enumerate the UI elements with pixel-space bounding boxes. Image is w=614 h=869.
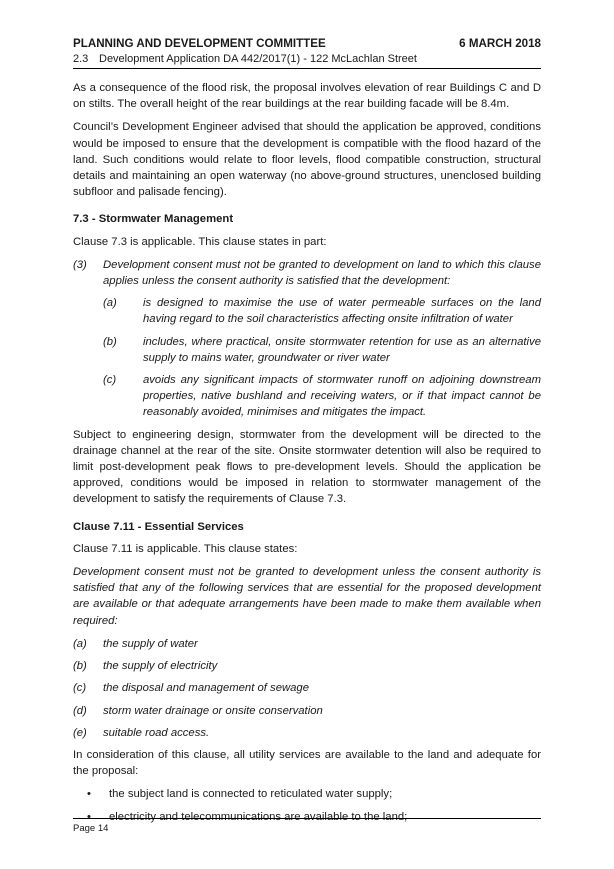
section-heading: 7.3 - Stormwater Management <box>73 213 234 226</box>
list-item-text: is designed to maximise the use of water permeable surfaces on the land having regard to the soil characteristics affecting onsite infiltration of water <box>143 297 541 326</box>
committee-title: PLANNING AND DEVELOPMENT COMMITTEE <box>73 37 326 50</box>
list-item-text: the supply of electricity <box>103 660 218 673</box>
header-rule <box>73 68 541 69</box>
list-item-text: the supply of water <box>103 637 198 650</box>
clause-text: Development consent must not be granted to development on land to which this clause applies unless the consent authority is satisfied that the development: <box>103 258 541 288</box>
list-item <box>73 680 541 696</box>
bullet-text: electricity and telecommunications are available to the land; <box>109 810 408 823</box>
page-header <box>73 37 541 50</box>
item-title: Development Application DA 442/2017(1) - 122 McLachlan Street <box>99 53 417 65</box>
bullet-item <box>87 786 541 802</box>
paragraph: Council’s Development Engineer advised that should the application be approved, conditions would be imposed to ensure that the development is compatible with the flood hazard of the land. Such conditions would relate to floor levels, flood compatible construction, structural details and maintaining an open waterway (no above-ground structures, unenclosed building subfloor and palisade fencing). <box>73 121 541 199</box>
list-item-label: (c) <box>103 374 117 387</box>
clause-label: (3) <box>73 258 87 271</box>
list-item <box>73 725 541 741</box>
list-item-text: includes, where practical, onsite stormwater retention for use as an alternative supply to mains water, groundwater or river water <box>143 335 541 364</box>
clause-subitems <box>103 295 541 420</box>
list-item <box>103 372 541 421</box>
paragraph: Subject to engineering design, stormwater from the development will be directed to the drainage channel at the rear of the site. Onsite stormwater detention will also be required to limit post-development peak flows to pre-development levels. Should the application be approved, conditions would be imposed in relation to stormwater management of the development to satisfy the requirements of Clause 7.3. <box>73 428 541 506</box>
paragraph: In consideration of this clause, all utility services are available to the land and adequate for the proposal: <box>73 748 541 778</box>
paragraph-italic: Development consent must not be granted to development unless the consent authority is satisfied that any of the following services that are essential for the proposed development are available or that adequate arrangements have been made to make them available when required: <box>73 566 541 627</box>
list-item-label: (b) <box>73 660 87 673</box>
list-item <box>73 636 541 652</box>
list-item-label: (e) <box>73 726 87 739</box>
clause-item <box>73 257 541 289</box>
section-heading: Clause 7.11 - Essential Services <box>73 520 244 533</box>
list-item <box>103 295 541 327</box>
list-item <box>73 703 541 719</box>
item-number: 2.3 <box>73 53 89 65</box>
paragraph: Clause 7.3 is applicable. This clause states in part: <box>73 235 327 248</box>
list-item-text: the disposal and management of sewage <box>103 682 309 695</box>
paragraph: As a consequence of the flood risk, the proposal involves elevation of rear Buildings C and D on stilts. The overall height of the rear buildings at the rear building facade will be 8.4m. <box>73 82 541 111</box>
list-item-label: (a) <box>73 637 87 650</box>
item-subtitle <box>73 53 417 65</box>
list-item-label: (c) <box>73 682 87 695</box>
page-number: Page 14 <box>73 823 109 834</box>
list-item <box>73 658 541 674</box>
list-item <box>103 334 541 366</box>
paragraph: Clause 7.11 is applicable. This clause states: <box>73 542 298 555</box>
list-item-label: (b) <box>103 335 117 348</box>
list-item-text: suitable road access. <box>103 726 210 739</box>
footer-rule <box>73 818 541 819</box>
bullet-text: the subject land is connected to reticulated water supply; <box>109 788 393 801</box>
list-item-text: avoids any significant impacts of stormwater runoff on adjoining downstream properties, native bushland and receiving waters, or if that impact cannot be reasonably avoided, minimises and mitigates the impact. <box>143 374 541 419</box>
bullet-icon: • <box>87 788 91 801</box>
list-item-label: (a) <box>103 297 117 310</box>
services-list <box>73 636 541 741</box>
document-body <box>73 80 541 831</box>
meeting-date: 6 MARCH 2018 <box>459 37 541 50</box>
list-item-label: (d) <box>73 704 87 717</box>
bullet-icon: • <box>87 810 91 823</box>
bullet-item <box>87 809 541 825</box>
list-item-text: storm water drainage or onsite conservation <box>103 704 323 717</box>
